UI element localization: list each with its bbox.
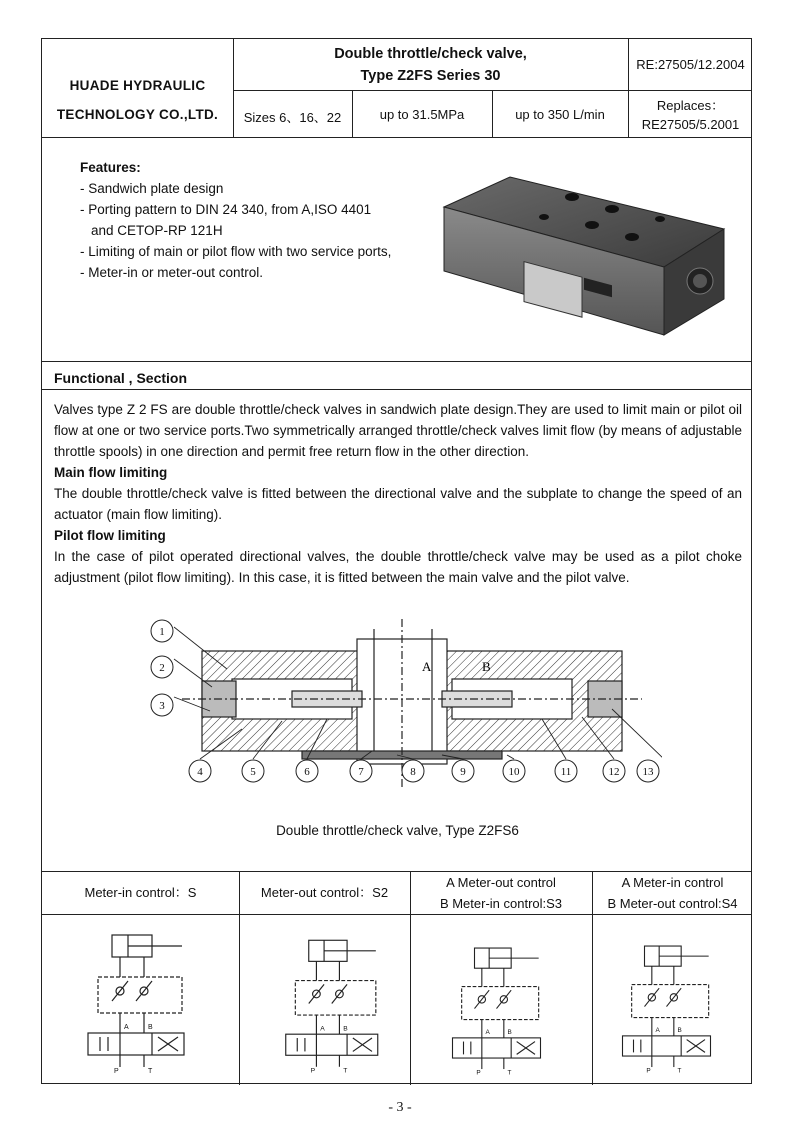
symbol-label: P: [114, 1068, 119, 1074]
company-name: HUADE HYDRAULIC TECHNOLOGY CO.,LTD.: [56, 78, 219, 122]
callout: 2: [159, 662, 165, 674]
sizes: Sizes 6、16、22: [243, 110, 342, 125]
main-flow-heading: Main flow limiting: [54, 465, 168, 480]
symbol-label: P: [476, 1069, 481, 1077]
callout: 4: [197, 766, 203, 778]
symbol-label: B: [148, 1024, 153, 1031]
drawing-caption: Double throttle/check valve, Type Z2FS6: [276, 823, 519, 838]
symbol-label: T: [677, 1067, 682, 1075]
symbol-label: B: [677, 1027, 682, 1035]
feature-item: - Meter-in or meter-out control.: [80, 265, 264, 280]
symbol-label: B: [507, 1029, 512, 1037]
callout: 3: [159, 700, 165, 712]
callout: 10: [508, 766, 520, 778]
page-number: - 3 -: [388, 1100, 412, 1115]
header-bottom-rule: [42, 137, 751, 138]
callout: 1: [159, 626, 165, 638]
hydraulic-symbol-s4: [617, 937, 727, 1077]
symbol-label: T: [507, 1069, 512, 1077]
section-title-rule: [42, 389, 751, 390]
controls-mid-rule: [42, 914, 751, 915]
flow-rating: up to 350 L/min: [515, 107, 605, 122]
main-flow-text: The double throttle/check valve is fitted between the directional valve and the subplate to change the speed of an actuator (main flow limiting).: [54, 486, 742, 522]
symbol-label: T: [148, 1068, 153, 1074]
section-body: [54, 399, 742, 588]
symbol-label: A: [485, 1029, 490, 1037]
callout: 5: [250, 766, 256, 778]
section-title: Functional , Section: [54, 370, 188, 386]
symbol-label: A: [320, 1025, 325, 1033]
controls-divider: [239, 871, 240, 1085]
callout: 6: [304, 766, 310, 778]
hydraulic-symbol-s3: [447, 939, 557, 1079]
feature-item: - Limiting of main or pilot flow with two service ports,: [80, 244, 392, 259]
feature-item: - Porting pattern to DIN 24 340, from A,ISO 4401: [80, 202, 372, 217]
features-bottom-rule: [42, 361, 751, 362]
control-type-s: Meter-in control：S: [84, 885, 197, 900]
hydraulic-symbol-s2: [280, 934, 395, 1074]
section-intro: Valves type Z 2 FS are double throttle/check valves in sandwich plate design.They are used to limit main or pilot oil flow at one or two service ports.Two symmetrically arranged throttle/check valves limit flow (by means of adjustable throttle spools) in one direction and permit free return flow in the other direction.: [54, 402, 742, 459]
re-number: RE:27505/12.2004: [636, 57, 745, 72]
callout: 8: [410, 766, 416, 778]
valve-photo: [432, 167, 727, 339]
symbol-label: P: [646, 1067, 651, 1075]
page-frame: [41, 38, 752, 1084]
callout: 7: [358, 766, 364, 778]
port-a-label: A: [422, 659, 432, 674]
valve-section-drawing: [142, 609, 662, 809]
callout: 13: [642, 766, 654, 778]
callout: 11: [560, 766, 572, 778]
pilot-flow-heading: Pilot flow limiting: [54, 528, 166, 543]
replaces: Replaces： RE27505/5.2001: [641, 98, 740, 132]
symbol-label: B: [343, 1025, 348, 1033]
hydraulic-symbol-s: [82, 929, 202, 1074]
control-type-s3: A Meter-out control B Meter-in control:S3: [439, 875, 563, 911]
symbol-label: A: [655, 1027, 660, 1035]
control-type-s4: A Meter-in control B Meter-out control:S4: [607, 875, 738, 911]
port-b-label: B: [482, 659, 491, 674]
callout: 9: [460, 766, 466, 778]
callout: 12: [608, 766, 620, 778]
features-list: [80, 157, 391, 283]
pilot-flow-text: In the case of pilot operated directional valves, the double throttle/check valve may be used as a pilot choke adjustment (pilot flow limiting). In this case, it is fitted between the main valve and the pilot valve.: [54, 549, 742, 585]
document-title: Double throttle/check valve, Type Z2FS Series 30: [334, 46, 527, 84]
pressure-rating: up to 31.5MPa: [379, 107, 465, 122]
features-heading: Features:: [80, 160, 141, 175]
symbol-label: T: [343, 1067, 348, 1074]
symbol-label: A: [124, 1024, 129, 1031]
feature-item: - Sandwich plate design: [80, 181, 224, 196]
feature-item: and CETOP-RP 121H: [91, 223, 223, 238]
symbol-label: P: [310, 1067, 316, 1074]
control-type-s2: Meter-out control：S2: [260, 885, 389, 900]
